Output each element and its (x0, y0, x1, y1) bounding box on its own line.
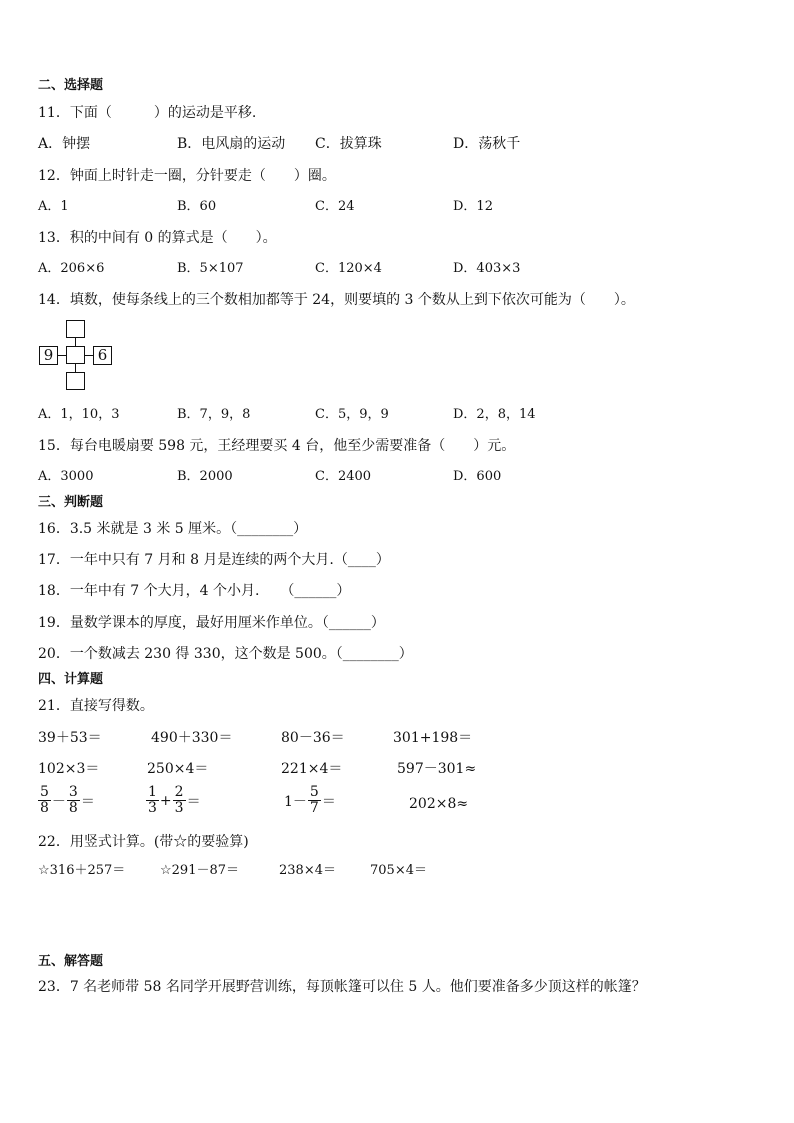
numerator: 5 (40, 784, 49, 800)
q21-r3-expr-4: 202×8≈ (409, 796, 469, 812)
equals: ＝ (321, 793, 336, 810)
numerator: 5 (309, 784, 319, 800)
q14-option-a: A．1，10，3 (38, 407, 120, 422)
q11-stem: 11．下面（ ）的运动是平移. (38, 105, 257, 121)
q22-item: 238×4＝ (279, 863, 336, 878)
q13-stem: 13．积的中间有 0 的算式是（ ）。 (38, 230, 277, 246)
q13-option-c: C．120×4 (315, 261, 382, 276)
denominator: 8 (68, 800, 78, 816)
q21-stem: 21．直接写得数。 (38, 698, 154, 714)
right-number-box: 6 (93, 346, 112, 365)
q14-stem: 14．填数，使每条线上的三个数相加都等于 24，则要填的 3 个数从上到下依次可能为（ ）。 (38, 292, 635, 308)
fraction (67, 785, 80, 816)
denominator: 7 (309, 800, 319, 816)
denominator: 3 (148, 800, 157, 816)
q21-r2-item: 250×4＝ (147, 761, 209, 777)
q21-r2-item: 221×4＝ (281, 761, 343, 777)
q12-option-a: A．1 (38, 199, 69, 214)
fraction (146, 785, 159, 816)
q21-r2-item: 102×3＝ (38, 761, 100, 777)
q21-r3-expr-1 (37, 785, 95, 816)
q15-option-b: B．2000 (177, 469, 233, 484)
fraction (38, 785, 51, 816)
q13-option-d: D．403×3 (453, 261, 521, 276)
q13-option-b: B．5×107 (177, 261, 244, 276)
q20-statement: 20．一个数减去 230 得 330，这个数是 500。（________） (38, 646, 413, 662)
q14-option-d: D．2，8，14 (453, 407, 536, 422)
top-blank-box (66, 320, 85, 338)
section-judge-heading: 三、判断题 (38, 495, 104, 510)
section-answer-heading: 五、解答题 (38, 954, 104, 969)
equals: ＝ (80, 793, 95, 810)
q14-option-c: C．5，9，9 (315, 407, 389, 422)
numerator: 3 (68, 784, 78, 800)
section-choice-heading: 二、选择题 (38, 78, 104, 93)
q21-r1-item: 490＋330＝ (151, 730, 233, 746)
q12-option-c: C．24 (315, 199, 355, 214)
denominator: 3 (174, 800, 184, 816)
q21-r1-item: 80－36＝ (281, 730, 345, 746)
operator: + (159, 792, 172, 809)
q16-statement: 16．3.5 米就是 3 米 5 厘米。（________） (38, 521, 308, 537)
denominator: 8 (40, 800, 49, 816)
q21-r3-expr-3 (284, 785, 336, 816)
q15-option-a: A．3000 (38, 469, 94, 484)
q12-option-d: D．12 (453, 199, 493, 214)
fraction (173, 785, 186, 816)
numerator: 1 (148, 784, 157, 800)
q22-item: ☆316＋257＝ (38, 863, 126, 878)
q21-r2-item: 597－301≈ (397, 761, 477, 777)
minuend: 1－ (284, 793, 307, 810)
q11-option-a: A．钟摆 (38, 136, 91, 152)
q22-item: 705×4＝ (370, 863, 427, 878)
equals: ＝ (186, 793, 201, 810)
q11-option-d: D．荡秋千 (453, 136, 521, 152)
q14-option-b: B．7，9，8 (177, 407, 251, 422)
q22-stem: 22．用竖式计算。(带☆的要验算) (38, 834, 249, 850)
operator: － (51, 793, 66, 810)
left-number-box: 9 (39, 346, 58, 365)
q15-option-c: C．2400 (315, 469, 372, 484)
section-calc-heading: 四、计算题 (38, 672, 104, 687)
q19-statement: 19．量数学课本的厚度，最好用厘米作单位。（______） (38, 615, 385, 631)
q21-r1-item: 39＋53＝ (38, 730, 102, 746)
q12-stem: 12．钟面上时针走一圈，分针要走（ ）圈。 (38, 168, 336, 184)
q11-option-c: C．拔算珠 (315, 136, 382, 152)
numerator: 2 (174, 784, 184, 800)
q21-r1-item: 301+198＝ (393, 730, 473, 746)
q18-statement: 18．一年中有 7 个大月，4 个小月. （______） (38, 583, 351, 599)
center-blank-box (66, 346, 85, 364)
q11-option-b: B．电风扇的运动 (177, 136, 286, 152)
q13-option-a: A．206×6 (38, 261, 105, 276)
bottom-blank-box (66, 372, 85, 390)
q15-option-d: D．600 (453, 469, 502, 484)
q23-stem: 23．7 名老师带 58 名同学开展野营训练，每顶帐篷可以住 5 人。他们要准备多少顶这样的帐篷？ (38, 979, 646, 995)
q15-stem: 15．每台电暖扇要 598 元，王经理要买 4 台，他至少需要准备（ ）元。 (38, 438, 516, 454)
q21-r3-expr-2 (145, 785, 201, 816)
fraction (308, 785, 321, 816)
q12-option-b: B．60 (177, 199, 217, 214)
q22-item: ☆291－87＝ (160, 863, 240, 878)
q17-statement: 17．一年中只有 7 月和 8 月是连续的两个大月.（____） (38, 552, 390, 568)
